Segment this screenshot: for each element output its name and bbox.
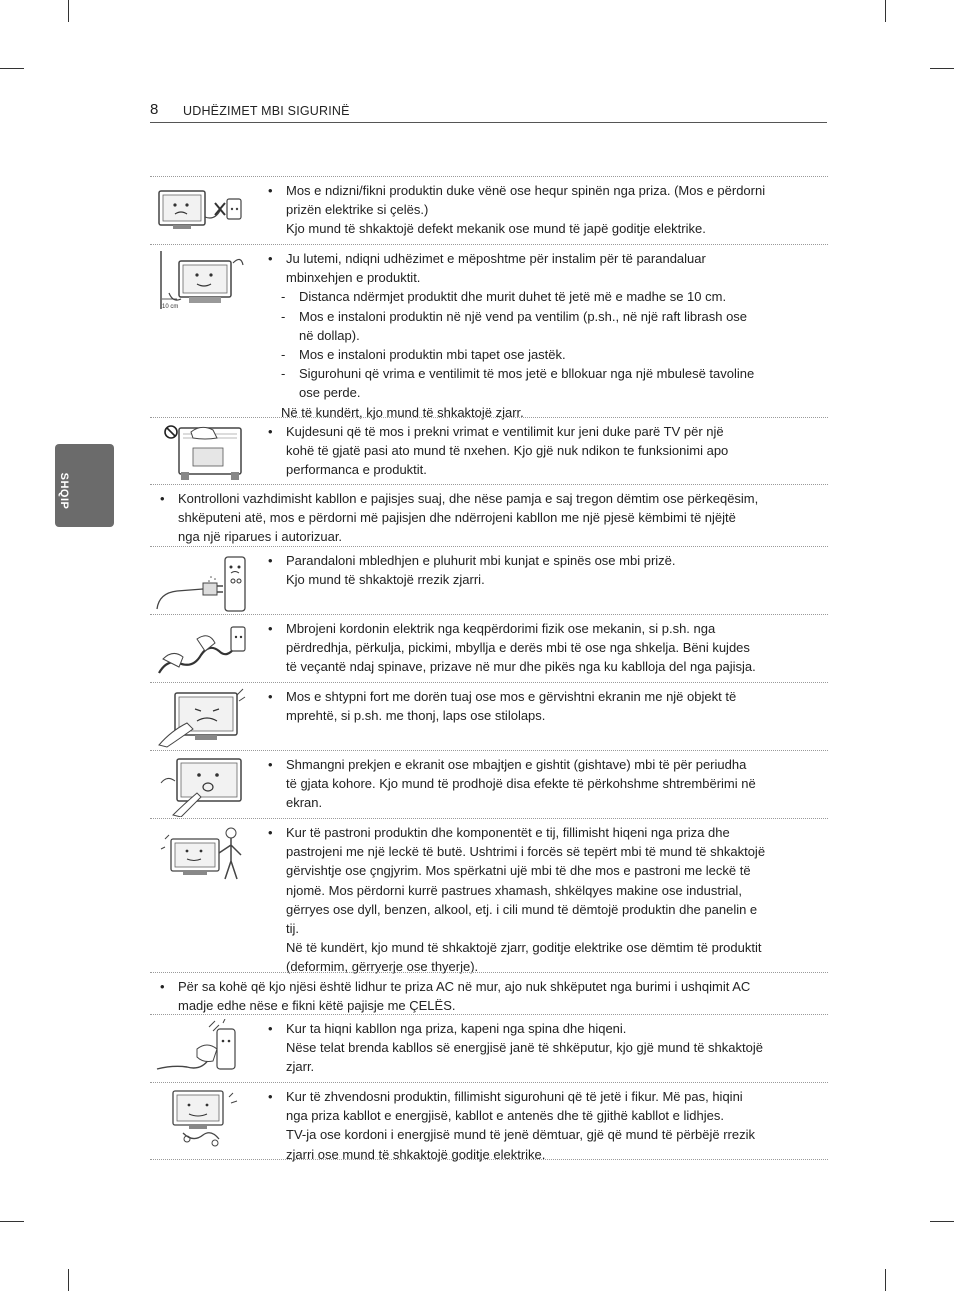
text-line: nga priza kabllot e energjisë, kabllot e antenës dhe të gjithë kabllot e lidhjes. <box>286 1108 724 1124</box>
text-line: të veçantë ndaj spinave, prizave në mur dhe pikës nga ku kablloja del nga pajisja. <box>286 659 756 675</box>
crop-mark <box>885 0 886 22</box>
text-line: mbinxehjen e produktit. <box>286 270 421 286</box>
bullet-line: • Ju lutemi, ndiqni udhëzimet e mëposhtme për instalim për të parandaluar <box>268 249 824 268</box>
cleaning-tv-illustration <box>153 823 247 885</box>
safety-item <box>150 176 828 244</box>
crop-mark <box>68 0 69 22</box>
item-text <box>268 181 824 239</box>
pressing-screen-illustration <box>153 687 247 749</box>
text-line: përdredhja, përkulja, pickimi, mbyllja e derës mbi të ose nga shkelja. Bëni kujdes <box>286 640 750 656</box>
bullet-line: • Parandaloni mbledhjen e pluhurit mbi kunjat e spinës ose mbi prizë. <box>268 551 824 570</box>
distance-label: 10 cm <box>162 304 179 310</box>
item-text <box>268 619 824 677</box>
text-line: performanca e produktit. <box>286 462 427 478</box>
crop-mark <box>885 1269 886 1291</box>
crop-mark <box>0 68 24 69</box>
safety-item <box>150 818 828 975</box>
safety-instructions-list <box>150 176 828 1160</box>
page-number: 8 <box>150 101 159 118</box>
text-line: madje edhe nëse e fikni këtë pajisje me ÇELËS. <box>178 998 456 1014</box>
safety-item <box>150 614 828 682</box>
sub-item: - Sigurohuni që vrima e ventilimit të mos jetë e bllokuar nga një mbulesë tavoline <box>268 364 824 383</box>
tv-unplug-illustration <box>153 181 247 243</box>
tv-wall-distance-illustration <box>153 249 247 311</box>
crop-mark <box>68 1269 69 1291</box>
bullet-line: • Kur të zhvendosni produktin, fillimisht sigurohuni që të jetë i fikur. Më pas, hiqini <box>268 1087 824 1106</box>
bullet-line: • Kontrolloni vazhdimisht kabllon e pajisjes suaj, dhe nëse pamja e saj tregon dëmtim ose përkeqësim, <box>160 489 824 508</box>
safety-item <box>150 972 828 1014</box>
text-line: pastrojeni me një leckë të butë. Ushtrimi i forcës së tepërt mbi të mund të shkaktojë <box>286 844 766 860</box>
section-title: UDHËZIMET MBI SIGURINË <box>183 104 350 118</box>
text-line: TV-ja ose kordoni i energjisë mund të jenë dëmtuar, gjë që mund të përbëjë rrezik <box>286 1127 755 1143</box>
text-line: Nëse telat brenda kabllos së energjisë janë të shkëputur, kjo gjë mund të shkaktojë <box>286 1040 763 1056</box>
text-line: ekran. <box>286 795 323 811</box>
safety-item <box>150 546 828 614</box>
item-text <box>268 687 824 725</box>
text-line: kohë të gjatë pasi ato mund të nxehen. Kjo gjë nuk ndikon te funksionimi apo <box>286 443 729 459</box>
item-text <box>268 551 824 589</box>
text-line: njomë. Mos përdorni kurrë pastrues xhamash, shkëlqyes makine ose industrial, <box>286 882 742 898</box>
item-text <box>268 823 824 977</box>
text-line: mprehtë, si p.sh. me thonj, laps ose stilolaps. <box>286 708 546 724</box>
bullet-line: • Për sa kohë që kjo njësi është lidhur te priza AC në mur, ajo nuk shkëputet nga burimi i ushqimit AC <box>160 977 824 996</box>
twisted-cord-illustration <box>153 619 247 681</box>
text-line: shkëputeni atë, mos e përdorni më pajisjen dhe ndërrojeni kabllon me një pjesë këmbimi të njëjtë <box>178 510 736 526</box>
bullet-line: • Kur të pastroni produktin dhe komponentët e tij, fillimisht hiqeni nga priza dhe <box>268 823 824 842</box>
item-text <box>268 1019 824 1077</box>
text-line: në dollap). <box>299 327 360 343</box>
safety-item <box>150 484 828 546</box>
hand-vent-illustration <box>153 422 247 484</box>
item-text <box>160 977 824 1015</box>
safety-item <box>150 417 828 484</box>
item-text <box>268 1087 824 1164</box>
text-line: Në të kundërt, kjo mund të shkaktojë zjarr, goditje elektrike ose dëmtim të produktit <box>286 940 762 956</box>
crop-mark <box>0 1221 24 1222</box>
item-text <box>268 422 824 480</box>
sub-item: - Distanca ndërmjet produktit dhe murit duhet të jetë më e madhe se 10 cm. <box>268 287 824 306</box>
item-text <box>268 249 824 422</box>
bullet-line: • Kur ta hiqni kabllon nga priza, kapeni nga spina dhe hiqeni. <box>268 1019 824 1038</box>
dusty-plug-illustration <box>153 551 247 613</box>
bullet-line: • Kujdesuni që të mos i prekni vrimat e ventilimit kur jeni duke parë TV për një <box>268 422 824 441</box>
crop-mark <box>930 1221 954 1222</box>
sub-item: - Mos e instaloni produktin mbi tapet ose jastëk. <box>268 345 824 364</box>
text-line: gërvishtje ose çngjyrim. Mos spërkatni ujë mbi të dhe mos e pastroni me leckë të <box>286 863 751 879</box>
safety-item <box>150 750 828 818</box>
bullet-line: • Shmangni prekjen e ekranit ose mbajtjen e gishtit (gishtave) mbi të për periudha <box>268 755 824 774</box>
text-line: zjarr. <box>286 1059 315 1075</box>
language-tab-label: SHQIP <box>58 472 70 510</box>
text-line: Kjo mund të shkaktojë defekt mekanik ose mund të japë goditje elektrike. <box>286 221 706 237</box>
unplug-cables-illustration <box>153 1087 247 1149</box>
sub-item: - Mos e instaloni produktin në një vend pa ventilim (p.sh., në një raft librash ose <box>268 307 824 326</box>
bullet-line: • Mbrojeni kordonin elektrik nga keqpërdorimi fizik ose mekanin, si p.sh. nga <box>268 619 824 638</box>
crop-mark <box>930 68 954 69</box>
text-line: të gjata kohore. Kjo mund të prodhojë disa efekte të përkohshme shtrembërimi në <box>286 776 756 792</box>
text-line: Në të kundërt, kjo mund të shkaktojë zjarr. <box>281 404 524 420</box>
text-line: nga një riparues i autorizuar. <box>178 529 343 545</box>
text-line: (deformim, gërryerje ose thyerje). <box>286 959 479 975</box>
safety-item <box>150 1014 828 1082</box>
text-line: zjarri ose mund të shkaktojë goditje elektrike. <box>286 1146 546 1162</box>
finger-on-screen-illustration <box>153 755 247 817</box>
text-line: tij. <box>286 921 299 937</box>
safety-item <box>150 1082 828 1160</box>
bullet-line: • Mos e ndizni/fikni produktin duke vënë ose hequr spinën nga priza. (Mos e përdorni <box>268 181 824 200</box>
safety-item <box>150 682 828 750</box>
bullet-line: • Mos e shtypni fort me dorën tuaj ose mos e gërvishtni ekranin me një objekt të <box>268 687 824 706</box>
safety-item <box>150 244 828 420</box>
pulling-plug-illustration <box>153 1019 247 1081</box>
page-header <box>150 101 827 123</box>
text-line: ose perde. <box>299 385 361 401</box>
item-text <box>268 755 824 813</box>
text-line: prizën elektrike si çelës.) <box>286 202 429 218</box>
text-line: Kjo mund të shkaktojë rrezik zjarri. <box>286 572 485 588</box>
item-text <box>160 489 824 547</box>
text-line: gërryes ose dyll, benzen, alkool, etj. i cili mund të dëmtojë produktin dhe panelin e <box>286 901 758 917</box>
